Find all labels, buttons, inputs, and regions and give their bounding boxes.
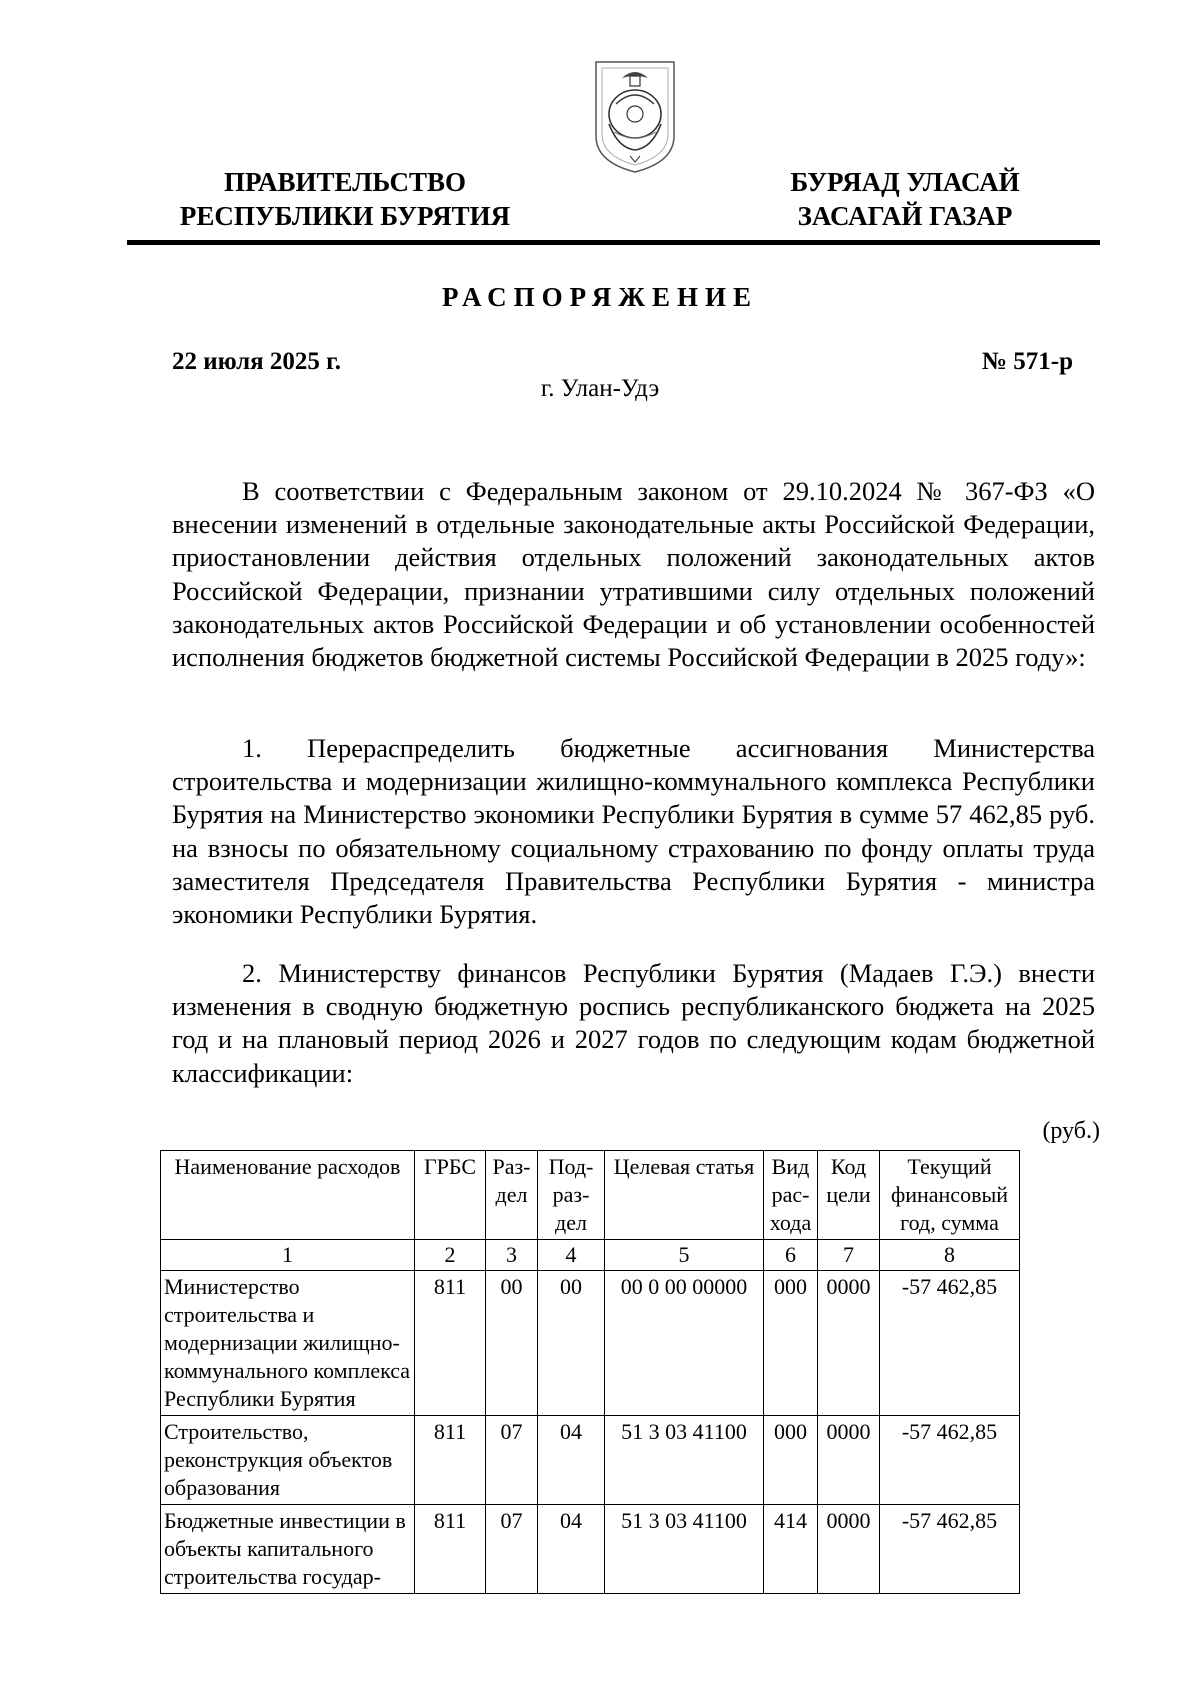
document-title: РАСПОРЯЖЕНИЕ [441,282,759,312]
cell-vid: 000 [764,1271,818,1416]
cell-vid: 000 [764,1416,818,1505]
issuer-ru-line1: ПРАВИТЕЛЬСТВО [223,167,467,197]
document-number: № 571-р [981,348,1073,375]
issuer-ru-line2: РЕСПУБЛИКИ БУРЯТИЯ [179,201,511,231]
table-row [161,1271,1020,1416]
cell-sum: -57 462,85 [880,1505,1020,1594]
index-cell: 7 [818,1240,880,1271]
document-city: г. Улан-Удэ [540,375,660,402]
cell-name: Строительство, реконструкция объектов образования [161,1416,415,1505]
cell-kod: 0000 [818,1505,880,1594]
cell-podrazdel: 04 [538,1416,605,1505]
index-cell: 6 [764,1240,818,1271]
cell-razdel: 07 [486,1505,538,1594]
index-cell: 5 [605,1240,764,1271]
cell-name: Бюджетные инвестиции в объекты капитального строительства государ- [161,1505,415,1594]
col-header-vid: Вид рас-хода [764,1151,818,1240]
cell-vid: 414 [764,1505,818,1594]
index-cell: 3 [486,1240,538,1271]
col-header-kod: Код цели [818,1151,880,1240]
col-header-podrazdel: Под-раз-дел [538,1151,605,1240]
cell-sum: -57 462,85 [880,1416,1020,1505]
index-cell: 4 [538,1240,605,1271]
coat-of-arms-icon [592,58,678,176]
table-unit: (руб.) [1042,1118,1100,1144]
paragraph-item-1: 1. Перераспределить бюджетные ассигнования Министерства строительства и модернизации жилищно-коммунального комплекса Республики Бурятия на Министерство экономики Республики Бурятия в сумме 57 462,85 руб. на взносы по обязательному социальному страхованию по фонду оплаты труда заместителя Председателя Правительства Республики Бурятия - министра экономики Республики Бурятия. [172,733,1095,930]
cell-podrazdel: 04 [538,1505,605,1594]
document-date: 22 июля 2025 г. [172,348,341,375]
cell-grbs: 811 [415,1416,486,1505]
cell-sum: -57 462,85 [880,1271,1020,1416]
issuer-ru [155,165,535,233]
issuer-bua [755,165,1055,233]
header-divider [127,240,1100,245]
col-header-razdel: Раз-дел [486,1151,538,1240]
col-header-name: Наименование расходов [161,1151,415,1240]
cell-razdel: 07 [486,1416,538,1505]
budget-table [160,1150,1020,1594]
table-row [161,1416,1020,1505]
table-index-row [161,1240,1020,1271]
cell-razdel: 00 [486,1271,538,1416]
index-cell: 2 [415,1240,486,1271]
col-header-grbs: ГРБС [415,1151,486,1240]
col-header-sum: Текущий финансовый год, сумма [880,1151,1020,1240]
cell-target: 51 3 03 41100 [605,1505,764,1594]
cell-target: 51 3 03 41100 [605,1416,764,1505]
cell-podrazdel: 00 [538,1271,605,1416]
paragraph-preamble: В соответствии с Федеральным законом от 29.10.2024 № 367-ФЗ «О внесении изменений в отдельные законодательные акты Российской Федерации, приостановлении действия отдельных положений законодательных актов Российской Федерации, признании утратившими силу отдельных положений законодательных актов Российской Федерации и об установлении особенностей исполнения бюджетов бюджетной системы Российской Федерации в 2025 году»: [172,476,1095,673]
paragraph-item-2: 2. Министерству финансов Республики Бурятия (Мадаев Г.Э.) внести изменения в сводную бюджетную роспись республиканского бюджета на 2025 год и на плановый период 2026 и 2027 годов по следующим кодам бюджетной классификации: [172,958,1095,1088]
cell-kod: 0000 [818,1271,880,1416]
col-header-target: Целевая статья [605,1151,764,1240]
cell-target: 00 0 00 00000 [605,1271,764,1416]
cell-grbs: 811 [415,1505,486,1594]
cell-kod: 0000 [818,1416,880,1505]
table-header-row [161,1151,1020,1240]
table-row [161,1505,1020,1594]
cell-name: Министерство строительства и модернизации жилищно-коммунального комплекса Республики Бурятия [161,1271,415,1416]
index-cell: 8 [880,1240,1020,1271]
index-cell: 1 [161,1240,415,1271]
cell-grbs: 811 [415,1271,486,1416]
issuer-bua-line2: ЗАСАГАЙ ГАЗАР [797,201,1013,231]
issuer-bua-line1: БУРЯАД УЛАСАЙ [790,167,1020,197]
